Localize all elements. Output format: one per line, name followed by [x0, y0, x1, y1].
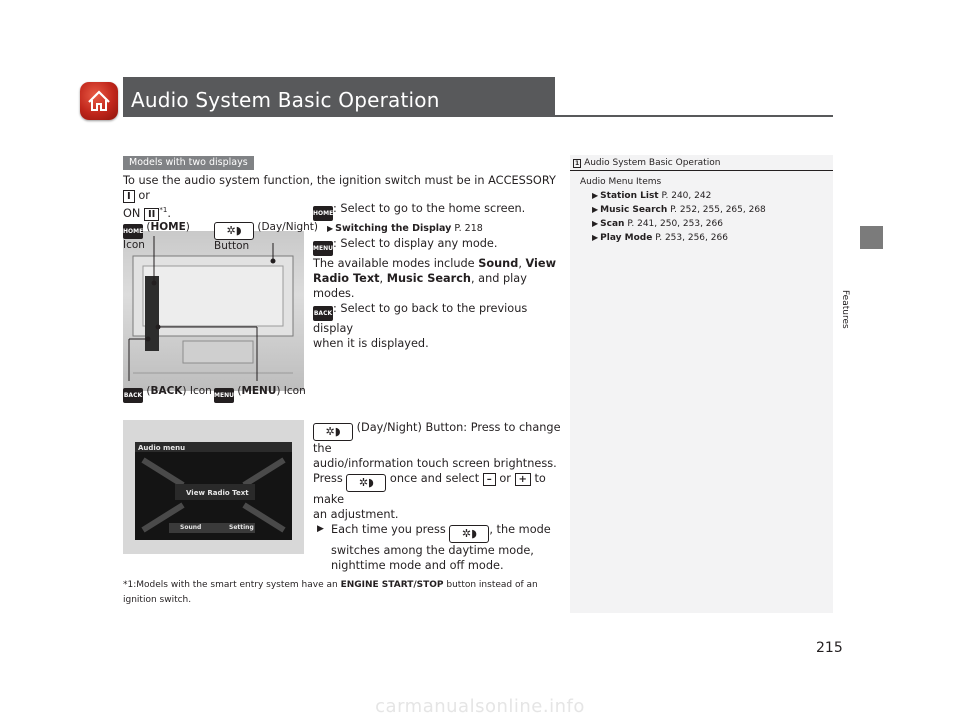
home-icon: HOME: [313, 206, 333, 221]
menu-suffix: ) Icon: [276, 385, 306, 397]
view-radio-text-button[interactable]: View Radio Text: [186, 489, 249, 497]
bullet-arrow-icon: ▶: [317, 524, 324, 534]
day-night-icon: ✲◗: [346, 474, 386, 492]
side-item-label[interactable]: Music Search: [600, 205, 668, 215]
menu-label: MENU: [241, 385, 277, 397]
features-tab[interactable]: [860, 226, 883, 249]
side-notes-body: [580, 175, 830, 245]
intro-on: ON: [123, 206, 141, 220]
home-ref-label: Switching the Display: [335, 223, 452, 234]
page-title: Audio System Basic Operation: [131, 88, 440, 112]
home-icon-word: Icon: [123, 239, 145, 251]
home-label: HOME: [150, 221, 186, 233]
daynight-desc-line2: audio/information touch screen brightness.: [313, 457, 557, 470]
home-callout: HOME (HOME) Icon: [123, 221, 190, 251]
day-night-icon: ✲◗: [214, 222, 254, 240]
side-item-pages: P. 240, 242: [661, 191, 712, 201]
day-night-icon: ✲◗: [449, 525, 489, 543]
side-item: [580, 189, 830, 203]
side-item: [580, 231, 830, 245]
on-key: II: [144, 208, 159, 221]
mode-music-search: Music Search: [386, 272, 471, 285]
audio-menu-photo: [123, 420, 304, 554]
side-item-label[interactable]: Play Mode: [600, 233, 653, 243]
modes-suffix: , and play modes.: [313, 272, 527, 300]
minus-key: –: [483, 473, 496, 486]
side-item: [580, 203, 830, 217]
note-icon: 1: [575, 160, 580, 167]
home-icon: [80, 82, 118, 120]
back-icon: BACK: [313, 306, 333, 321]
modes-desc: The available modes include Sound, View Radio Text, Music Search, and play modes.: [313, 257, 557, 300]
models-tag: Models with two displays: [123, 156, 254, 170]
footnote: [123, 578, 563, 608]
setting-button[interactable]: Setting: [229, 524, 254, 531]
each-line3: nighttime mode and off mode.: [331, 559, 504, 572]
daynight-desc-line1: (Day/Night) Button: Press to change the: [313, 421, 561, 455]
back-desc-line2: when it is displayed.: [313, 337, 429, 350]
home-icon: HOME: [123, 224, 143, 239]
daynight-label: (Day/Night): [257, 221, 319, 233]
back-label: BACK: [150, 385, 183, 397]
daynight-desc: [313, 420, 563, 573]
daynight-callout: [214, 221, 318, 253]
side-subtitle: Audio Menu Items: [580, 177, 662, 187]
side-notes-rule: [570, 170, 833, 171]
side-notes-title: [573, 158, 720, 168]
display-illustration: [123, 231, 304, 391]
accessory-key: I: [123, 190, 135, 203]
title-rule: [123, 115, 833, 117]
reference-arrow-icon: ▶: [327, 224, 334, 233]
menu-icon: MENU: [313, 241, 333, 256]
or-text: or: [499, 472, 511, 485]
back-desc: [313, 301, 563, 351]
side-item-label[interactable]: Station List: [600, 191, 659, 201]
plus-key: +: [515, 473, 531, 486]
intro-text: To use the audio system function, the ignition switch must be in ACCESSORY: [123, 174, 556, 187]
side-item-label[interactable]: Scan: [600, 219, 625, 229]
home-ref-page: P. 218: [454, 223, 483, 234]
audio-menu-title: Audio menu: [138, 444, 186, 452]
footnote-suffix: button instead of an: [446, 580, 538, 590]
menu-callout: MENU (MENU) Icon: [214, 384, 306, 403]
intro-end: .: [167, 206, 171, 220]
press-end: to make: [313, 472, 546, 506]
reference-arrow-icon: ▶: [592, 191, 599, 200]
daynight-button-word: Button: [214, 240, 250, 252]
side-item-pages: P. 241, 250, 253, 266: [627, 219, 723, 229]
mode-view: View: [525, 257, 557, 270]
home-desc-text: : Select to go to the home screen.: [333, 202, 526, 215]
intro-or: or: [138, 189, 150, 202]
footnote-marker: *1: [159, 206, 168, 214]
menu-desc-text: : Select to display any mode.: [333, 237, 498, 250]
day-night-icon: ✲◗: [313, 423, 353, 441]
press-mid: once and select: [389, 472, 480, 485]
adjust-line: an adjustment.: [313, 508, 399, 521]
each-line2: switches among the daytime mode,: [331, 544, 534, 557]
home-ref: [313, 221, 563, 236]
side-item-pages: P. 252, 255, 265, 268: [670, 205, 766, 215]
each-time-note: [313, 522, 563, 573]
reference-arrow-icon: ▶: [592, 233, 599, 242]
footnote-line2: ignition switch.: [123, 595, 192, 605]
back-icon: BACK: [123, 388, 143, 403]
side-item: [580, 217, 830, 231]
menu-icon: MENU: [214, 388, 234, 403]
features-label: Features: [840, 290, 850, 329]
each-prefix: Each time you press: [331, 523, 446, 536]
watermark: carmanualsonline.info: [375, 696, 585, 717]
icon-descriptions: [313, 201, 563, 351]
back-suffix: ) Icon: [182, 385, 212, 397]
each-suffix: , the mode: [489, 523, 551, 536]
footnote-prefix: *1:Models with the smart entry system have an: [123, 580, 338, 590]
mode-radio-text: Radio Text: [313, 272, 380, 285]
side-title-text: Audio System Basic Operation: [584, 158, 721, 168]
side-item-pages: P. 253, 256, 266: [655, 233, 728, 243]
audio-menu-screen: [123, 420, 304, 554]
reference-arrow-icon: ▶: [592, 205, 599, 214]
reference-arrow-icon: ▶: [592, 219, 599, 228]
modes-prefix: The available modes include: [313, 257, 475, 270]
sound-button[interactable]: Sound: [180, 524, 202, 531]
home-desc: [313, 201, 563, 221]
home-badge-icon: [80, 82, 118, 120]
back-desc-line1: : Select to go back to the previous display: [313, 302, 528, 335]
press-text: Press: [313, 472, 343, 485]
page-number: 215: [816, 640, 843, 656]
back-callout: BACK (BACK) Icon: [123, 384, 212, 403]
mode-sound: Sound: [478, 257, 519, 270]
display-photo: [123, 231, 304, 391]
menu-desc: [313, 236, 563, 256]
footnote-bold: ENGINE START/STOP: [340, 580, 444, 590]
